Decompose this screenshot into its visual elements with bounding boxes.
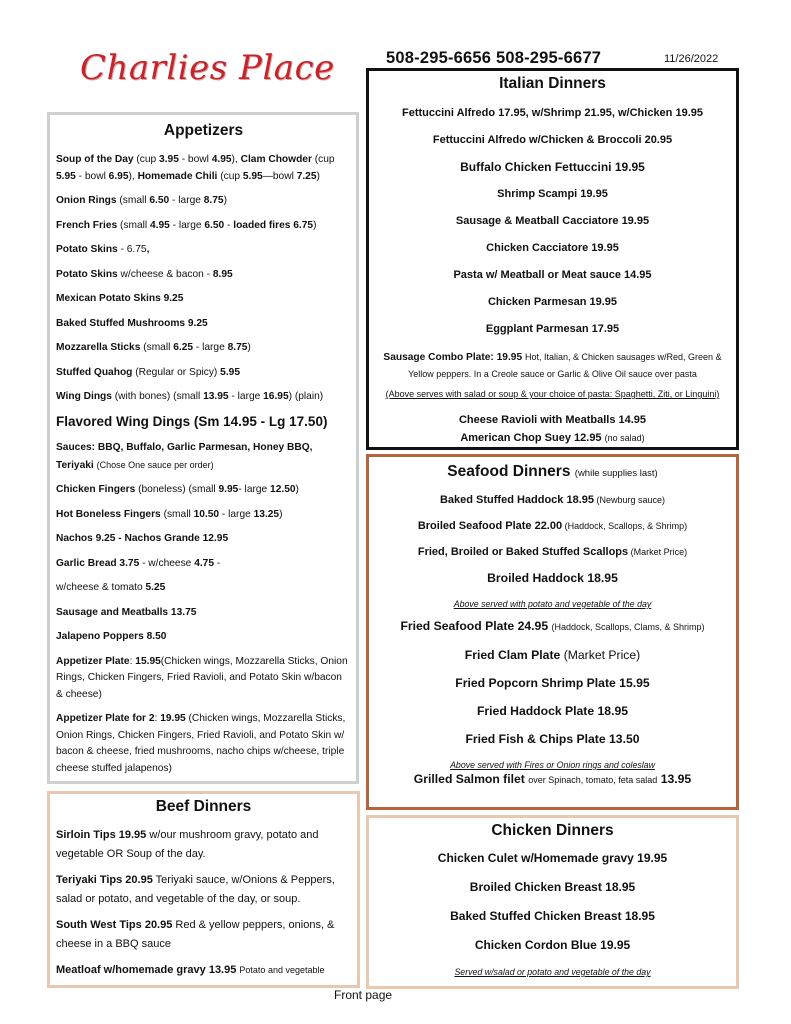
seafood-item-name: Baked Stuffed Haddock 18.95 [439,494,595,506]
appetizers-section [47,112,359,784]
beef-list [56,826,351,980]
beef-title: Beef Dinners [155,798,252,815]
italian-item: Eggplant Parmesan 17.95 [485,323,620,335]
seafood-item-name: Broiled Seafood Plate 22.00 [417,520,563,532]
appetizers-title: Appetizers [163,122,244,139]
chicken-item: Baked Stuffed Chicken Breast 18.95 [450,909,655,923]
fried-plate-note: (Haddock, Scallops, Clams, & Shrimp) [551,622,705,632]
chop-suey-name: American Chop Suey 12.95 [460,432,602,444]
italian-title: Italian Dinners [499,75,606,92]
salmon-desc: over Spinach, tomato, feta salad [528,775,658,785]
appetizer-item: Onion Rings (small 6.50 - large 8.75) [56,195,227,206]
seafood-item-note: (Market Price) [628,547,688,557]
seafood-title-note: (while supplies last) [574,468,658,479]
italian-item: Buffalo Chicken Fettuccini 19.95 [460,160,645,174]
beef-item: Meatloaf w/homemade gravy 13.95 Potato and vegetable [56,964,325,976]
combo-name: Sausage Combo Plate: 19.95 [383,352,523,363]
chop-suey-note: (no salad) [604,433,645,443]
beef-item: Teriyaki Tips 20.95 Teriyaki sauce, w/Onions & Peppers, salad or potato, and vegetable of the day, or soup. [56,874,335,905]
appetizer-item: Jalapeno Poppers 8.50 [56,631,167,642]
appetizer-item: Nachos 9.25 - Nachos Grande 12.95 [56,533,229,544]
appetizer-item: Hot Boneless Fingers (small 10.50 - large 13.25) [56,508,283,520]
seafood-title [373,463,732,481]
salmon-name: Grilled Salmon filet [413,772,525,786]
seafood-note-2: Above served with Fires or Onion rings and coleslaw [450,760,655,770]
appetizer-item: Baked Stuffed Mushrooms 9.25 [56,317,208,329]
seafood-title-text: Seafood Dinners [447,463,571,480]
seafood-item: Fried Haddock Plate 18.95 [476,704,629,718]
seafood-item [373,519,732,533]
appetizer-item: Stuffed Quahog (Regular or Spicy) 5.95 [56,366,240,378]
beef-item: Sirloin Tips 19.95 w/our mushroom gravy, potato and vegetable OR Soup of the day. [56,829,319,860]
restaurant-logo: Charlies Place [80,48,335,88]
italian-list [373,106,732,336]
fried-plate-name: Fried Seafood Plate 24.95 [400,619,549,633]
italian-item: Chicken Cacciatore 19.95 [486,242,619,254]
fried-clam-plate [373,648,732,662]
appetizer-item: Potato Skins - 6.75, [56,244,150,255]
italian-item: Chicken Parmesan 19.95 [487,296,618,308]
seafood-note-1: Above served with potato and vegetable of the day [453,599,652,609]
seafood-group-2 [373,676,732,746]
chicken-item: Chicken Culet w/Homemade gravy 19.95 [437,851,668,865]
chicken-item: Broiled Chicken Breast 18.95 [469,880,636,894]
italian-item: Fettuccini Alfredo 17.95, w/Shrimp 21.95, w/Chicken 19.95 [402,107,703,119]
appetizer-item: Appetizer Plate: 15.95(Chicken wings, Mozzarella Sticks, Onion Rings, Chicken Fingers, Fried Ravioli, and Potato Skin w/bacon & cheese) [56,655,348,700]
seafood-item [373,493,732,507]
seafood-group-1 [373,493,732,585]
italian-note: (Above serves with salad or soup & your choice of pasta: Spaghetti, Ziti, or Linguini) [385,389,720,399]
appetizer-item: w/cheese & tomato 5.25 [56,582,166,593]
beef-section [47,791,360,988]
chop-suey-item [373,429,732,447]
seafood-item: Fried Popcorn Shrimp Plate 15.95 [455,676,650,690]
italian-item: Shrimp Scampi 19.95 [497,188,608,200]
seafood-item-note: (Newburg sauce) [594,495,666,505]
fried-seafood-plate [373,619,732,634]
clam-note: (Market Price) [563,648,641,662]
chicken-section [366,815,739,989]
beef-item: South West Tips 20.95 Red & yellow peppers, onions, & cheese in a BBQ sauce [56,919,335,950]
clam-name: Fried Clam Plate [464,648,561,662]
appetizers-list [56,152,351,777]
grilled-salmon-item [373,772,732,787]
seafood-item [373,545,732,559]
salmon-price: 13.95 [660,772,692,786]
seafood-item: Fried Fish & Chips Plate 13.50 [465,732,640,746]
appetizer-item: Mexican Potato Skins 9.25 [56,293,184,304]
italian-section [366,68,739,450]
appetizer-item: Appetizer Plate for 2: 19.95 (Chicken wings, Mozzarella Sticks, Onion Rings, Chicken Fingers, Fried Ravioli, and Potato Skin w/ bacon & cheese, fried mushrooms, nacho chips w/cheese, triple cheese stuffed jalapenos) [56,713,346,774]
italian-item: Sausage & Meatball Cacciatore 19.95 [455,215,650,227]
appetizer-item: Mozzarella Sticks (small 6.25 - large 8.75) [56,342,251,353]
seafood-item-note: (Haddock, Scallops, & Shrimp) [562,521,688,531]
chicken-item: Chicken Cordon Blue 19.95 [474,938,631,952]
menu-date: 11/26/2022 [664,53,719,65]
seafood-item-name: Broiled Haddock 18.95 [487,571,618,585]
italian-item: Pasta w/ Meatball or Meat sauce 14.95 [453,269,652,281]
seafood-item [373,571,732,585]
appetizer-item: Wing Dings (with bones) (small 13.95 - large 16.95) (plain) [56,391,324,402]
chicken-title: Chicken Dinners [491,822,614,839]
appetizer-item: Sausage and Meatballs 13.75 [56,606,197,618]
chicken-note: Served w/salad or potato and vegetable of the day [454,967,651,977]
chicken-list [373,851,732,953]
seafood-section [366,454,739,810]
appetizer-item: Chicken Fingers (boneless) (small 9.95- large 12.50) [56,484,299,495]
sausage-combo-item [373,349,732,383]
italian-item: Fettuccini Alfredo w/Chicken & Broccoli 20.95 [432,134,673,146]
appetizer-item: Flavored Wing Dings (Sm 14.95 - Lg 17.50) [56,413,328,429]
combo-description: Hot, Italian, & Chicken sausages w/Red, Green & Yellow peppers. In a Creole sauce or Garlic & Olive Oil sauce over pasta [408,352,722,379]
appetizer-item: Sauces: BBQ, Buffalo, Garlic Parmesan, Honey BBQ, Teriyaki (Chose One sauce per order) [56,442,313,471]
page-footer: Front page [334,988,393,1002]
seafood-item-name: Fried, Broiled or Baked Stuffed Scallops [417,546,629,558]
appetizer-item: French Fries (small 4.95 - large 6.50 - loaded fires 6.75) [56,219,317,231]
appetizer-item: Potato Skins w/cheese & bacon - 8.95 [56,268,233,280]
appetizer-item: Garlic Bread 3.75 - w/cheese 4.75 - [56,557,221,569]
phone-numbers: 508-295-6656 508-295-6677 [386,49,602,67]
ravioli-item: Cheese Ravioli with Meatballs 14.95 [458,414,647,426]
appetizer-item: Soup of the Day (cup 3.95 - bowl 4.95), Clam Chowder (cup 5.95 - bowl 6.95), Homemade Chili (cup 5.95—bowl 7.25) [56,154,335,182]
